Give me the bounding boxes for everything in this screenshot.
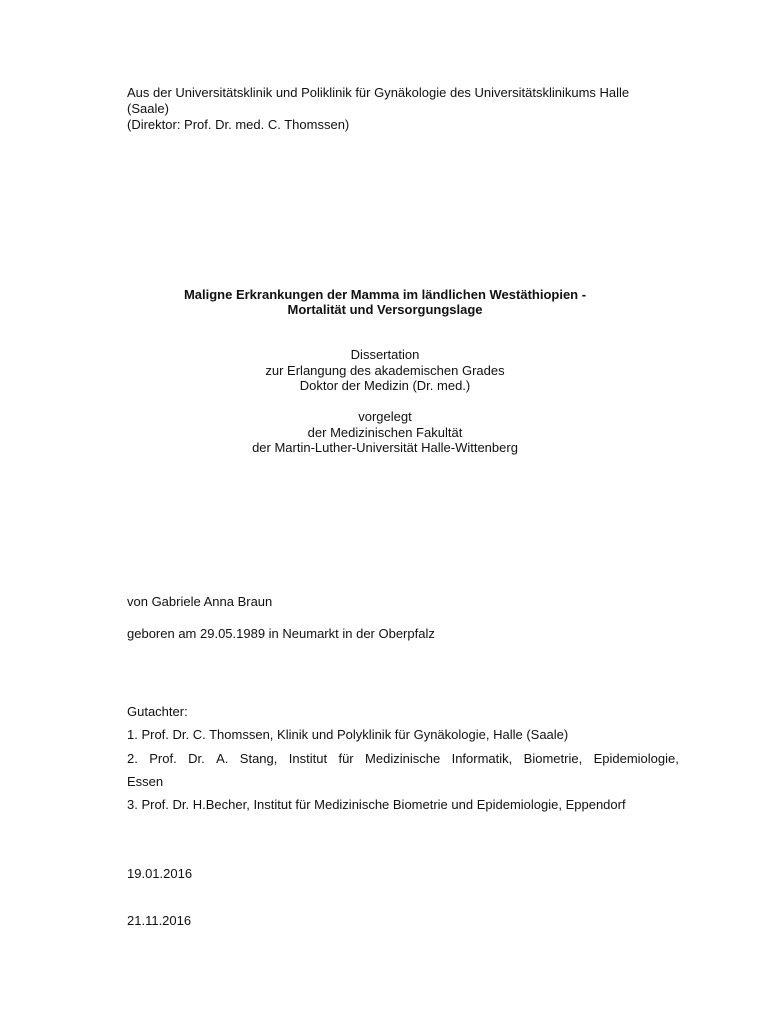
reviewer-2-word: 2. — [127, 751, 138, 766]
thesis-title-line-2: Mortalität und Versorgungslage — [287, 302, 483, 317]
reviewer-2-word: A. — [216, 751, 229, 766]
reviewer-2-word: Prof. — [149, 751, 177, 766]
author-name: von Gabriele Anna Braun — [127, 594, 273, 609]
reviewer-2-word: Institut — [288, 751, 328, 766]
reviewer-1: 1. Prof. Dr. C. Thomssen, Klinik und Polyklinik für Gynäkologie, Halle (Saale) — [127, 727, 569, 742]
reviewer-2-word: für — [338, 751, 354, 766]
dissertation-label: Dissertation — [350, 347, 420, 362]
degree-purpose: zur Erlangung des akademischen Grades — [265, 363, 505, 378]
reviewer-2-continuation: Essen — [127, 774, 164, 789]
reviewer-3: 3. Prof. Dr. H.Becher, Institut für Medizinische Biometrie und Epidemiologie, Eppendorf — [127, 797, 626, 812]
thesis-title-line-1: Maligne Erkrankungen der Mamma im ländlichen Westäthiopien - — [183, 287, 587, 302]
institution-line-2: (Saale) — [127, 101, 169, 116]
submitted-label: vorgelegt — [358, 409, 412, 424]
reviewer-2-word: Biometrie, — [523, 751, 583, 766]
degree-name: Doktor der Medizin (Dr. med.) — [299, 378, 471, 393]
institution-line-1: Aus der Universitätsklinik und Poliklinik für Gynäkologie des Universitätsklinikums Halle — [127, 85, 630, 100]
director-line: (Direktor: Prof. Dr. med. C. Thomssen) — [127, 117, 350, 132]
reviewer-2-word: Stang, — [239, 751, 278, 766]
reviewers-heading: Gutachter: — [127, 704, 188, 719]
faculty-line: der Medizinischen Fakultät — [307, 425, 463, 440]
date-1: 19.01.2016 — [127, 866, 193, 881]
reviewer-2-word: Dr. — [188, 751, 205, 766]
author-birth: geboren am 29.05.1989 in Neumarkt in der Oberpfalz — [127, 626, 435, 641]
reviewer-2-word: Epidemiologie, — [593, 751, 679, 766]
reviewer-2-word: Informatik, — [451, 751, 513, 766]
reviewer-2-word: Medizinische — [365, 751, 441, 766]
date-2: 21.11.2016 — [127, 913, 192, 928]
university-line: der Martin-Luther-Universität Halle-Wittenberg — [252, 440, 518, 455]
reviewer-2 — [127, 751, 679, 767]
